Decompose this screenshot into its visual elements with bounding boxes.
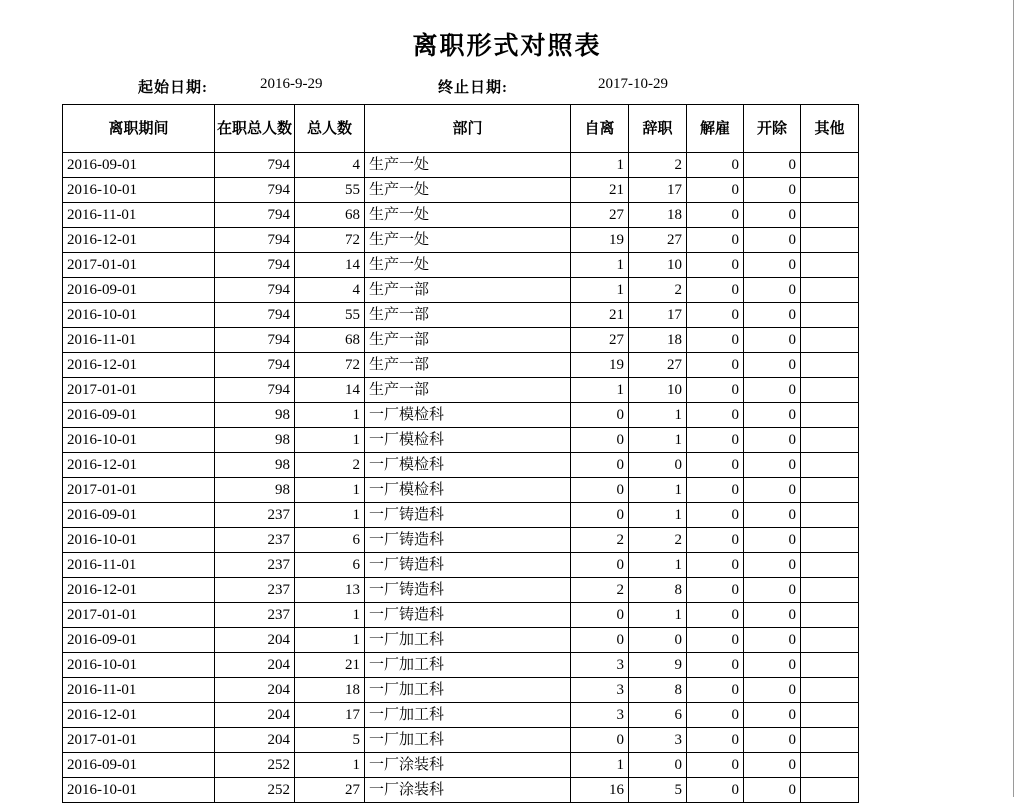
table-row bbox=[63, 203, 859, 228]
cell-expel: 0 bbox=[744, 503, 801, 528]
start-date-value: 2016-9-29 bbox=[260, 76, 323, 92]
cell-self-leave: 0 bbox=[571, 628, 629, 653]
cell-other bbox=[801, 778, 859, 803]
cell-period: 2016-12-01 bbox=[63, 353, 215, 378]
cell-dismiss: 0 bbox=[687, 228, 744, 253]
table-row bbox=[63, 528, 859, 553]
table-row bbox=[63, 653, 859, 678]
cell-total-employees: 204 bbox=[215, 728, 295, 753]
cell-count: 72 bbox=[295, 353, 365, 378]
cell-count: 1 bbox=[295, 403, 365, 428]
table-row bbox=[63, 328, 859, 353]
cell-dismiss: 0 bbox=[687, 528, 744, 553]
cell-resign: 5 bbox=[629, 778, 687, 803]
cell-period: 2016-12-01 bbox=[63, 453, 215, 478]
cell-count: 68 bbox=[295, 328, 365, 353]
cell-expel: 0 bbox=[744, 328, 801, 353]
cell-self-leave: 0 bbox=[571, 603, 629, 628]
cell-self-leave: 27 bbox=[571, 328, 629, 353]
cell-count: 18 bbox=[295, 678, 365, 703]
cell-expel: 0 bbox=[744, 703, 801, 728]
cell-self-leave: 1 bbox=[571, 253, 629, 278]
cell-count: 4 bbox=[295, 153, 365, 178]
cell-department: 一厂模检科 bbox=[365, 478, 571, 503]
cell-department: 一厂模检科 bbox=[365, 453, 571, 478]
cell-self-leave: 2 bbox=[571, 578, 629, 603]
cell-other bbox=[801, 278, 859, 303]
cell-department: 生产一部 bbox=[365, 328, 571, 353]
cell-self-leave: 0 bbox=[571, 453, 629, 478]
cell-dismiss: 0 bbox=[687, 678, 744, 703]
cell-resign: 1 bbox=[629, 503, 687, 528]
cell-period: 2016-10-01 bbox=[63, 528, 215, 553]
cell-department: 一厂模检科 bbox=[365, 428, 571, 453]
cell-expel: 0 bbox=[744, 453, 801, 478]
cell-other bbox=[801, 678, 859, 703]
cell-total-employees: 252 bbox=[215, 753, 295, 778]
cell-other bbox=[801, 728, 859, 753]
table-row bbox=[63, 603, 859, 628]
table-row bbox=[63, 553, 859, 578]
cell-period: 2017-01-01 bbox=[63, 603, 215, 628]
cell-period: 2017-01-01 bbox=[63, 253, 215, 278]
cell-department: 一厂加工科 bbox=[365, 728, 571, 753]
cell-count: 72 bbox=[295, 228, 365, 253]
cell-expel: 0 bbox=[744, 253, 801, 278]
cell-period: 2016-11-01 bbox=[63, 553, 215, 578]
cell-count: 55 bbox=[295, 178, 365, 203]
cell-total-employees: 204 bbox=[215, 678, 295, 703]
table-row bbox=[63, 778, 859, 803]
cell-department: 生产一处 bbox=[365, 253, 571, 278]
cell-total-employees: 794 bbox=[215, 178, 295, 203]
cell-total-employees: 237 bbox=[215, 503, 295, 528]
cell-other bbox=[801, 703, 859, 728]
start-date-label: 起始日期: bbox=[138, 80, 208, 96]
cell-period: 2017-01-01 bbox=[63, 728, 215, 753]
table-row bbox=[63, 453, 859, 478]
cell-dismiss: 0 bbox=[687, 578, 744, 603]
cell-period: 2016-10-01 bbox=[63, 778, 215, 803]
cell-department: 一厂加工科 bbox=[365, 703, 571, 728]
cell-dismiss: 0 bbox=[687, 703, 744, 728]
cell-resign: 1 bbox=[629, 403, 687, 428]
cell-expel: 0 bbox=[744, 228, 801, 253]
cell-other bbox=[801, 428, 859, 453]
cell-resign: 1 bbox=[629, 478, 687, 503]
cell-count: 1 bbox=[295, 628, 365, 653]
cell-count: 21 bbox=[295, 653, 365, 678]
cell-other bbox=[801, 578, 859, 603]
cell-expel: 0 bbox=[744, 553, 801, 578]
column-header-self-leave: 自离 bbox=[571, 105, 629, 153]
cell-total-employees: 98 bbox=[215, 453, 295, 478]
column-header-resign: 辞职 bbox=[629, 105, 687, 153]
cell-count: 17 bbox=[295, 703, 365, 728]
cell-count: 14 bbox=[295, 378, 365, 403]
end-date-label: 终止日期: bbox=[438, 80, 508, 96]
column-header-department: 部门 bbox=[365, 105, 571, 153]
cell-department: 生产一部 bbox=[365, 303, 571, 328]
table-row bbox=[63, 678, 859, 703]
cell-resign: 2 bbox=[629, 528, 687, 553]
cell-total-employees: 237 bbox=[215, 528, 295, 553]
cell-dismiss: 0 bbox=[687, 153, 744, 178]
date-filter-row bbox=[0, 76, 1014, 98]
cell-resign: 8 bbox=[629, 678, 687, 703]
cell-department: 一厂加工科 bbox=[365, 628, 571, 653]
cell-other bbox=[801, 503, 859, 528]
cell-count: 4 bbox=[295, 278, 365, 303]
cell-resign: 0 bbox=[629, 453, 687, 478]
cell-expel: 0 bbox=[744, 203, 801, 228]
cell-resign: 1 bbox=[629, 428, 687, 453]
cell-expel: 0 bbox=[744, 378, 801, 403]
cell-period: 2016-09-01 bbox=[63, 753, 215, 778]
cell-dismiss: 0 bbox=[687, 653, 744, 678]
cell-other bbox=[801, 328, 859, 353]
cell-dismiss: 0 bbox=[687, 253, 744, 278]
cell-other bbox=[801, 753, 859, 778]
cell-period: 2016-10-01 bbox=[63, 178, 215, 203]
cell-other bbox=[801, 553, 859, 578]
cell-department: 生产一处 bbox=[365, 228, 571, 253]
cell-self-leave: 1 bbox=[571, 753, 629, 778]
cell-total-employees: 252 bbox=[215, 778, 295, 803]
cell-other bbox=[801, 303, 859, 328]
cell-resign: 3 bbox=[629, 728, 687, 753]
end-date-value: 2017-10-29 bbox=[598, 76, 668, 92]
cell-other bbox=[801, 603, 859, 628]
cell-count: 6 bbox=[295, 528, 365, 553]
cell-other bbox=[801, 253, 859, 278]
cell-other bbox=[801, 653, 859, 678]
cell-period: 2016-09-01 bbox=[63, 403, 215, 428]
cell-period: 2017-01-01 bbox=[63, 478, 215, 503]
page-title: 离职形式对照表 bbox=[412, 33, 602, 60]
table-row bbox=[63, 153, 859, 178]
cell-other bbox=[801, 353, 859, 378]
cell-total-employees: 98 bbox=[215, 478, 295, 503]
cell-total-employees: 204 bbox=[215, 628, 295, 653]
cell-expel: 0 bbox=[744, 653, 801, 678]
cell-resign: 18 bbox=[629, 328, 687, 353]
table-row bbox=[63, 228, 859, 253]
cell-department: 生产一处 bbox=[365, 153, 571, 178]
cell-other bbox=[801, 453, 859, 478]
cell-department: 一厂铸造科 bbox=[365, 578, 571, 603]
cell-count: 5 bbox=[295, 728, 365, 753]
cell-period: 2016-12-01 bbox=[63, 228, 215, 253]
cell-total-employees: 98 bbox=[215, 428, 295, 453]
cell-resign: 27 bbox=[629, 353, 687, 378]
cell-self-leave: 0 bbox=[571, 403, 629, 428]
cell-resign: 1 bbox=[629, 603, 687, 628]
cell-total-employees: 98 bbox=[215, 403, 295, 428]
resignation-table bbox=[62, 104, 859, 803]
cell-count: 14 bbox=[295, 253, 365, 278]
cell-resign: 8 bbox=[629, 578, 687, 603]
cell-self-leave: 0 bbox=[571, 728, 629, 753]
cell-total-employees: 794 bbox=[215, 353, 295, 378]
cell-total-employees: 794 bbox=[215, 278, 295, 303]
cell-department: 生产一部 bbox=[365, 353, 571, 378]
cell-total-employees: 794 bbox=[215, 378, 295, 403]
cell-department: 一厂加工科 bbox=[365, 653, 571, 678]
cell-department: 一厂铸造科 bbox=[365, 503, 571, 528]
cell-dismiss: 0 bbox=[687, 203, 744, 228]
cell-expel: 0 bbox=[744, 428, 801, 453]
cell-expel: 0 bbox=[744, 353, 801, 378]
cell-self-leave: 1 bbox=[571, 153, 629, 178]
cell-resign: 17 bbox=[629, 303, 687, 328]
cell-dismiss: 0 bbox=[687, 728, 744, 753]
cell-total-employees: 794 bbox=[215, 328, 295, 353]
cell-department: 生产一处 bbox=[365, 178, 571, 203]
cell-period: 2017-01-01 bbox=[63, 378, 215, 403]
table-row bbox=[63, 178, 859, 203]
cell-self-leave: 27 bbox=[571, 203, 629, 228]
cell-expel: 0 bbox=[744, 728, 801, 753]
cell-resign: 2 bbox=[629, 278, 687, 303]
cell-dismiss: 0 bbox=[687, 303, 744, 328]
table-body bbox=[63, 153, 859, 803]
cell-self-leave: 16 bbox=[571, 778, 629, 803]
cell-period: 2016-10-01 bbox=[63, 428, 215, 453]
cell-self-leave: 0 bbox=[571, 478, 629, 503]
cell-self-leave: 21 bbox=[571, 303, 629, 328]
cell-period: 2016-12-01 bbox=[63, 578, 215, 603]
cell-total-employees: 204 bbox=[215, 703, 295, 728]
table-row bbox=[63, 628, 859, 653]
cell-expel: 0 bbox=[744, 603, 801, 628]
cell-resign: 17 bbox=[629, 178, 687, 203]
table-row bbox=[63, 753, 859, 778]
cell-department: 一厂加工科 bbox=[365, 678, 571, 703]
cell-self-leave: 1 bbox=[571, 378, 629, 403]
cell-total-employees: 204 bbox=[215, 653, 295, 678]
cell-expel: 0 bbox=[744, 628, 801, 653]
cell-total-employees: 794 bbox=[215, 253, 295, 278]
table-row bbox=[63, 703, 859, 728]
cell-resign: 0 bbox=[629, 628, 687, 653]
table-row bbox=[63, 428, 859, 453]
table-row bbox=[63, 303, 859, 328]
cell-count: 68 bbox=[295, 203, 365, 228]
cell-other bbox=[801, 628, 859, 653]
cell-self-leave: 0 bbox=[571, 428, 629, 453]
cell-period: 2016-12-01 bbox=[63, 703, 215, 728]
cell-other bbox=[801, 403, 859, 428]
cell-count: 27 bbox=[295, 778, 365, 803]
cell-self-leave: 3 bbox=[571, 703, 629, 728]
cell-other bbox=[801, 178, 859, 203]
cell-total-employees: 237 bbox=[215, 553, 295, 578]
cell-period: 2016-09-01 bbox=[63, 153, 215, 178]
cell-other bbox=[801, 203, 859, 228]
cell-period: 2016-11-01 bbox=[63, 678, 215, 703]
cell-dismiss: 0 bbox=[687, 428, 744, 453]
cell-resign: 1 bbox=[629, 553, 687, 578]
cell-self-leave: 3 bbox=[571, 678, 629, 703]
table-row bbox=[63, 578, 859, 603]
cell-count: 1 bbox=[295, 478, 365, 503]
cell-total-employees: 237 bbox=[215, 603, 295, 628]
cell-period: 2016-10-01 bbox=[63, 303, 215, 328]
table-row bbox=[63, 378, 859, 403]
cell-dismiss: 0 bbox=[687, 278, 744, 303]
cell-self-leave: 1 bbox=[571, 278, 629, 303]
cell-resign: 10 bbox=[629, 378, 687, 403]
cell-expel: 0 bbox=[744, 578, 801, 603]
cell-self-leave: 21 bbox=[571, 178, 629, 203]
cell-total-employees: 237 bbox=[215, 578, 295, 603]
cell-dismiss: 0 bbox=[687, 503, 744, 528]
cell-expel: 0 bbox=[744, 278, 801, 303]
cell-department: 一厂铸造科 bbox=[365, 553, 571, 578]
cell-total-employees: 794 bbox=[215, 228, 295, 253]
cell-self-leave: 2 bbox=[571, 528, 629, 553]
cell-dismiss: 0 bbox=[687, 778, 744, 803]
table-row bbox=[63, 278, 859, 303]
cell-department: 一厂涂装科 bbox=[365, 778, 571, 803]
table-header-row bbox=[63, 105, 859, 153]
cell-resign: 27 bbox=[629, 228, 687, 253]
column-header-period: 离职期间 bbox=[63, 105, 215, 153]
cell-department: 一厂涂装科 bbox=[365, 753, 571, 778]
cell-self-leave: 0 bbox=[571, 503, 629, 528]
cell-total-employees: 794 bbox=[215, 203, 295, 228]
cell-dismiss: 0 bbox=[687, 178, 744, 203]
column-header-dismiss: 解雇 bbox=[687, 105, 744, 153]
cell-total-employees: 794 bbox=[215, 303, 295, 328]
cell-expel: 0 bbox=[744, 478, 801, 503]
table-row bbox=[63, 503, 859, 528]
column-header-expel: 开除 bbox=[744, 105, 801, 153]
cell-period: 2016-11-01 bbox=[63, 328, 215, 353]
cell-expel: 0 bbox=[744, 403, 801, 428]
cell-resign: 6 bbox=[629, 703, 687, 728]
cell-count: 1 bbox=[295, 428, 365, 453]
cell-self-leave: 19 bbox=[571, 353, 629, 378]
cell-dismiss: 0 bbox=[687, 403, 744, 428]
column-header-total-employees: 在职总人数 bbox=[215, 105, 295, 153]
cell-resign: 9 bbox=[629, 653, 687, 678]
cell-department: 生产一部 bbox=[365, 378, 571, 403]
cell-period: 2016-09-01 bbox=[63, 503, 215, 528]
cell-dismiss: 0 bbox=[687, 478, 744, 503]
cell-total-employees: 794 bbox=[215, 153, 295, 178]
table-row bbox=[63, 253, 859, 278]
cell-count: 2 bbox=[295, 453, 365, 478]
cell-dismiss: 0 bbox=[687, 378, 744, 403]
cell-period: 2016-09-01 bbox=[63, 278, 215, 303]
cell-resign: 0 bbox=[629, 753, 687, 778]
cell-period: 2016-10-01 bbox=[63, 653, 215, 678]
cell-self-leave: 3 bbox=[571, 653, 629, 678]
cell-count: 13 bbox=[295, 578, 365, 603]
cell-other bbox=[801, 228, 859, 253]
cell-resign: 18 bbox=[629, 203, 687, 228]
cell-expel: 0 bbox=[744, 778, 801, 803]
table-row bbox=[63, 353, 859, 378]
cell-department: 生产一部 bbox=[365, 278, 571, 303]
cell-period: 2016-09-01 bbox=[63, 628, 215, 653]
cell-count: 1 bbox=[295, 753, 365, 778]
cell-department: 生产一处 bbox=[365, 203, 571, 228]
table-row bbox=[63, 478, 859, 503]
cell-expel: 0 bbox=[744, 153, 801, 178]
cell-other bbox=[801, 478, 859, 503]
cell-department: 一厂模检科 bbox=[365, 403, 571, 428]
cell-count: 6 bbox=[295, 553, 365, 578]
cell-resign: 10 bbox=[629, 253, 687, 278]
cell-resign: 2 bbox=[629, 153, 687, 178]
cell-expel: 0 bbox=[744, 678, 801, 703]
cell-dismiss: 0 bbox=[687, 453, 744, 478]
cell-expel: 0 bbox=[744, 528, 801, 553]
cell-dismiss: 0 bbox=[687, 753, 744, 778]
cell-expel: 0 bbox=[744, 178, 801, 203]
cell-dismiss: 0 bbox=[687, 328, 744, 353]
cell-period: 2016-11-01 bbox=[63, 203, 215, 228]
table-row bbox=[63, 403, 859, 428]
cell-department: 一厂铸造科 bbox=[365, 528, 571, 553]
cell-dismiss: 0 bbox=[687, 353, 744, 378]
column-header-other: 其他 bbox=[801, 105, 859, 153]
cell-count: 1 bbox=[295, 503, 365, 528]
cell-self-leave: 19 bbox=[571, 228, 629, 253]
cell-count: 1 bbox=[295, 603, 365, 628]
cell-other bbox=[801, 378, 859, 403]
cell-dismiss: 0 bbox=[687, 628, 744, 653]
cell-expel: 0 bbox=[744, 753, 801, 778]
column-header-count: 总人数 bbox=[295, 105, 365, 153]
cell-self-leave: 0 bbox=[571, 553, 629, 578]
cell-expel: 0 bbox=[744, 303, 801, 328]
cell-other bbox=[801, 153, 859, 178]
cell-other bbox=[801, 528, 859, 553]
cell-count: 55 bbox=[295, 303, 365, 328]
cell-dismiss: 0 bbox=[687, 553, 744, 578]
cell-department: 一厂铸造科 bbox=[365, 603, 571, 628]
table-row bbox=[63, 728, 859, 753]
cell-dismiss: 0 bbox=[687, 603, 744, 628]
